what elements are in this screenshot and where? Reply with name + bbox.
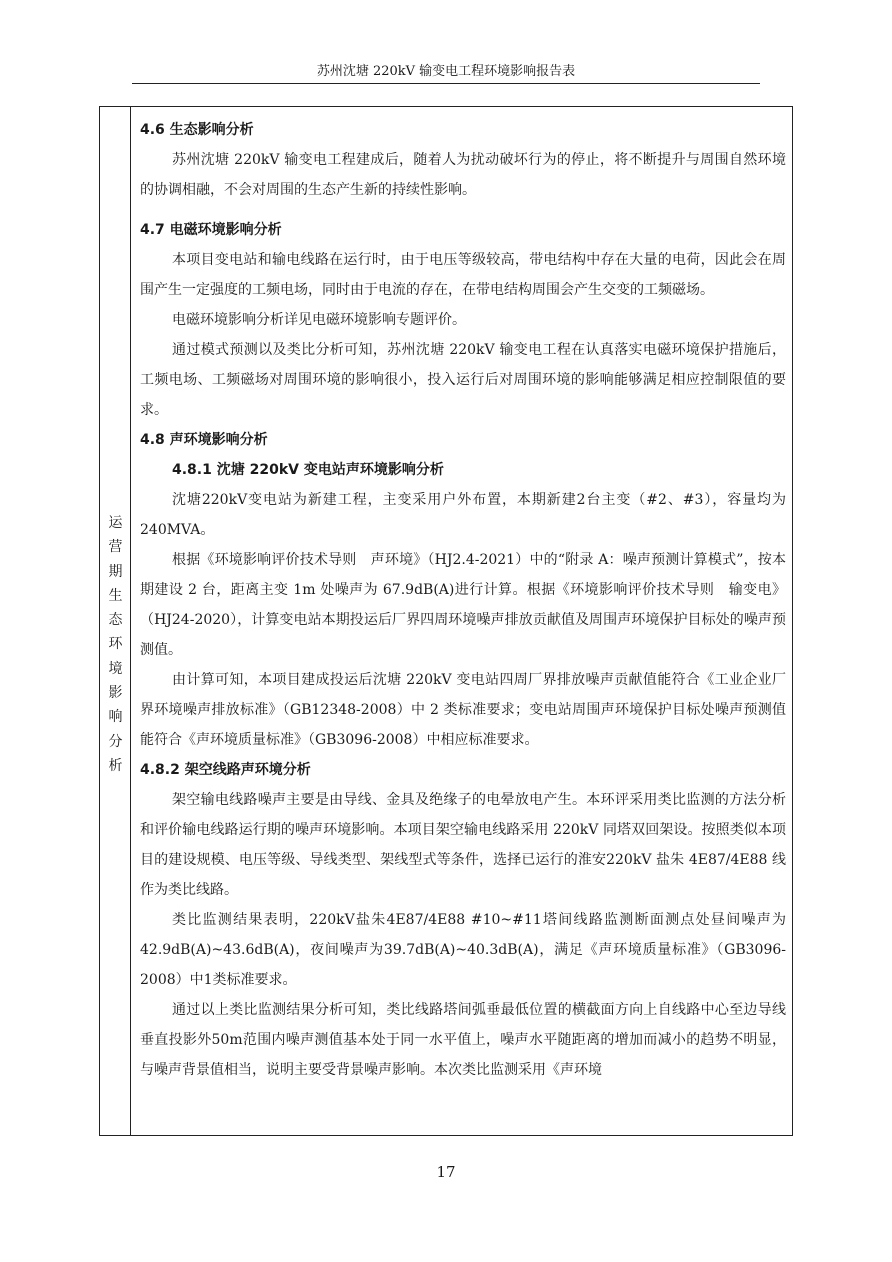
sidebar-label-text: 运 营 期 生 态 环 境 影 响 分 析 — [108, 515, 123, 774]
paragraph: 根据《环境影响评价技术导则 声环境》（HJ2.4-2021）中的“附录 A：噪声预测计算模式”，按本期建设 2 台，距离主变 1m 处噪声为 67.9dB(A)进行计算。根据《环境影响评价技术导则 输变电》（HJ24-2020），计算变电站本期投运后厂界四周环境噪声排放贡献值及周围声环境保护目标处的噪声预测值。 — [140, 552, 786, 658]
paragraph: 类比监测结果表明，220kV盐朱4E87/4E88 #10~#11塔间线路监测断面测点处昼间噪声为42.9dB(A)~43.6dB(A)，夜间噪声为39.7dB(A)~40.3dB(A)，满足《声环境质量标准》（GB3096-2008）中1类标准要求。 — [140, 912, 786, 988]
paragraph: 由计算可知，本项目建成投运后沈塘 220kV 变电站四周厂界排放噪声贡献值能符合《工业企业厂界环境噪声排放标准》（GB12348-2008）中 2 类标准要求；变电站周围声环境保护目标处噪声预测值能符合《声环境质量标准》（GB3096-2008）中相应标准要求。 — [140, 672, 786, 748]
sidebar-label — [100, 511, 131, 778]
paragraph: 通过以上类比监测结果分析可知，类比线路塔间弧垂最低位置的横截面方向上自线路中心至边导线垂直投影外50m范围内噪声测值基本处于同一水平值上，噪声水平随距离的增加而减小的趋势不明显，与噪声背景值相当，说明主要受背景噪声影响。本次类比监测采用《声环境 — [140, 1002, 786, 1078]
table-frame — [99, 106, 793, 1136]
section-heading-4-6: 4.6 生态影响分析 — [140, 122, 254, 138]
subsection-heading-4-8-2: 4.8.2 架空线路声环境分析 — [140, 762, 311, 778]
section-heading-4-8: 4.8 声环境影响分析 — [140, 432, 268, 448]
subsection-heading-4-8-1: 4.8.1 沈塘 220kV 变电站声环境影响分析 — [172, 462, 444, 478]
header-rule — [132, 83, 760, 84]
paragraph: 苏州沈塘 220kV 输变电工程建成后，随着人为扰动破坏行为的停止，将不断提升与周围自然环境的协调相融，不会对周围的生态产生新的持续性影响。 — [140, 152, 786, 198]
paragraph: 电磁环境影响分析详见电磁环境影响专题评价。 — [172, 312, 466, 328]
paragraph: 通过模式预测以及类比分析可知，苏州沈塘 220kV 输变电工程在认真落实电磁环境保护措施后，工频电场、工频磁场对周围环境的影响很小，投入运行后对周围环境的影响能够满足相应控制限值的要求。 — [140, 342, 786, 418]
page-number: 17 — [436, 1163, 456, 1181]
section-heading-4-7: 4.7 电磁环境影响分析 — [140, 222, 282, 238]
paragraph: 沈塘220kV变电站为新建工程，主变采用户外布置，本期新建2台主变（#2、#3），容量均为240MVA。 — [140, 492, 786, 538]
document-header: 苏州沈塘 220kV 输变电工程环境影响报告表 — [316, 64, 576, 79]
paragraph: 本项目变电站和输电线路在运行时，由于电压等级较高，带电结构中存在大量的电荷，因此会在周围产生一定强度的工频电场，同时由于电流的存在，在带电结构周围会产生交变的工频磁场。 — [140, 252, 786, 298]
paragraph: 架空输电线路噪声主要是由导线、金具及绝缘子的电晕放电产生。本环评采用类比监测的方法分析和评价输电线路运行期的噪声环境影响。本项目架空输电线路采用 220kV 同塔双回架设。按照类似本项目的建设规模、电压等级、导线类型、架线型式等条件，选择已运行的淮安220kV 盐朱 4E87/4E88 线作为类比线路。 — [140, 792, 786, 898]
content-area — [140, 115, 786, 1085]
sidebar-column — [100, 107, 131, 1135]
